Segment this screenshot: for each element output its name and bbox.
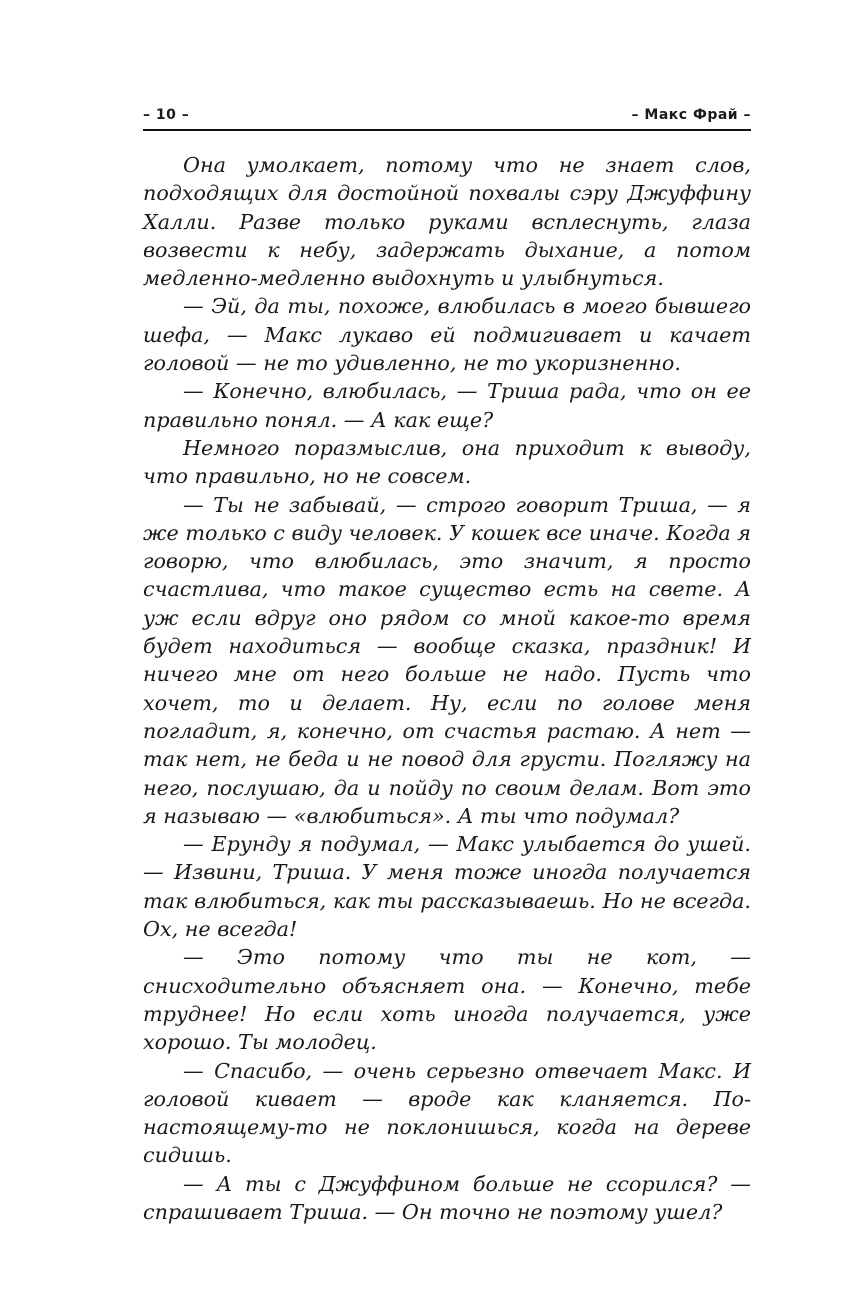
paragraph: — Ты не забывай, — строго говорит Триша, — я же только с виду человек. У кошек все иначе. Когда я говорю, что влюбилась, это значит, я просто счастлива, что такое существо есть на свете. А уж если вдруг оно рядом со мной какое-то время будет находиться — вообще сказка, праздник! И ничего мне от него больше не надо. Пусть что хочет, то и делает. Ну, если по голове меня погладит, я, конечно, от счастья растаю. А нет — так нет, не беда и не повод для грусти. Погляжу на него, послушаю, да и пойду по своим делам. Вот это я называю — «влюбиться». А ты что подумал? <box>143 492 751 828</box>
paragraph: — Это потому что ты не кот, — снисходительно объясняет она. — Конечно, тебе труднее! Но если хоть иногда получается, уже хорошо. Ты молодец. <box>143 945 751 1055</box>
header-rule <box>143 129 751 131</box>
text-body <box>143 151 751 1226</box>
paragraph: — А ты с Джуффином больше не ссорился? — спрашивает Триша. — Он точно не поэтому ушел? <box>143 1171 751 1224</box>
running-head <box>143 107 751 129</box>
author-name: – Макс Фрай – <box>631 107 751 123</box>
page-number: – 10 – <box>143 107 190 123</box>
paragraph: — Спасибо, — очень серьезно отвечает Макс. И головой кивает — вроде как кланяется. По-настоящему-то не поклонишься, когда на дереве сидишь. <box>143 1058 751 1168</box>
paragraph: — Эй, да ты, похоже, влюбилась в моего бывшего шефа, — Макс лукаво ей подмигивает и качает головой — не то удивленно, не то укоризненно. <box>143 294 751 376</box>
paragraph: Немного поразмыслив, она приходит к выводу, что правильно, но не совсем. <box>143 435 751 489</box>
paragraph: Она умолкает, потому что не знает слов, подходящих для достойной похвалы сэру Джуффину Халли. Разве только руками всплеснуть, глаза возвести к небу, задержать дыхание, а потом медленно-медленно выдохнуть и улыбнуться. <box>143 153 751 291</box>
paragraph: — Ерунду я подумал, — Макс улыбается до ушей. — Извини, Триша. У меня тоже иногда получается так влюбиться, как ты рассказываешь. Но не всегда. Ох, не всегда! <box>143 832 751 942</box>
paragraph: — Конечно, влюбилась, — Триша рада, что он ее правильно понял. — А как еще? <box>143 379 751 432</box>
